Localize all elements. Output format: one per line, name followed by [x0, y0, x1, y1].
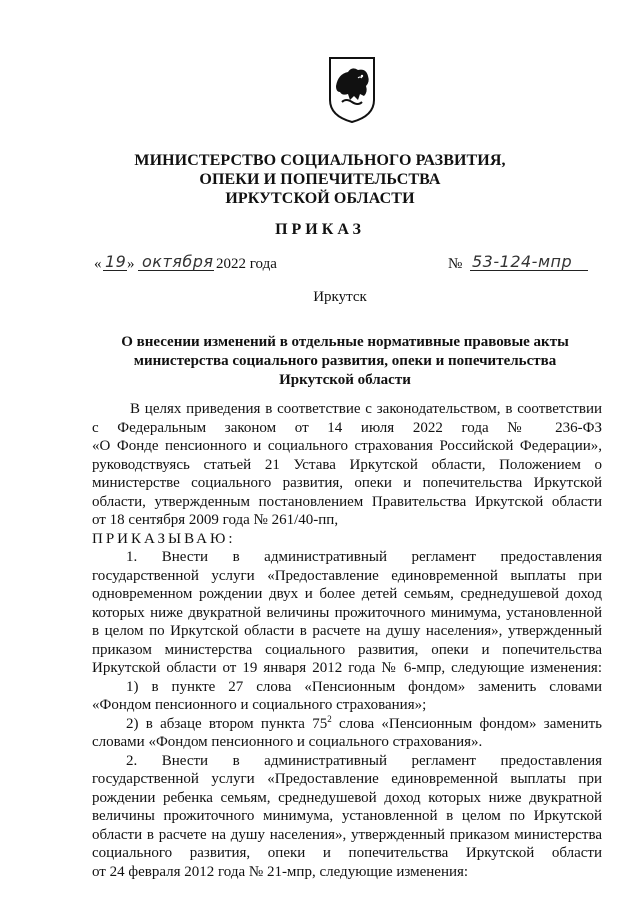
item1-line: 1. Внести в административный регламент предоставления: [126, 549, 602, 565]
item1-line: одновременном рождении двух и более детей семьям, среднедушевой доход: [92, 586, 602, 602]
order-number-handwritten: 53-124-мпр: [472, 252, 573, 271]
document-body: [92, 400, 602, 881]
item1-line: которых ниже двукратной величины прожиточного минимума, установленной: [92, 604, 602, 621]
item2-line: государственной услуги «Предоставление единовременной выплаты при: [92, 771, 602, 787]
item1-sub2-line: словами «Фондом пенсионного и социального страхования».: [92, 734, 483, 750]
item2-line: рождении ребенка семьям, среднедушевой доход которых ниже двукратной: [92, 789, 602, 806]
item1-sub1-line: 1) в пункте 27 слова «Пенсионным фондом» заменить словами: [126, 678, 602, 695]
item2-line: 2. Внести в административный регламент предоставления: [126, 752, 602, 769]
intro-line: руководствуясь статьей 21 Устава Иркутской области, Положением о: [92, 456, 602, 473]
date-day-handwritten: 19: [105, 252, 127, 271]
item1-sub2-line: 2) в абзаце втором пункта $75^2$ слова «Пенсионным фондом» заменить: [126, 713, 602, 732]
intro-line: с Федеральным законом от 14 июля 2022 года № 236-ФЗ: [92, 419, 602, 436]
intro-line: от 18 сентября 2009 года № 261/40-пп,: [92, 512, 339, 528]
number-prefix: №: [448, 256, 463, 272]
ministry-name: МИНИСТЕРСТВО СОЦИАЛЬНОГО РАЗВИТИЯ, ОПЕКИ И ПОПЕЧИТЕЛЬСТВА ИРКУТСКОЙ ОБЛАСТИ: [134, 152, 506, 207]
item1-line: приказом министерства социального развития, опеки и попечительства: [92, 641, 602, 658]
coat-of-arms-emblem: [328, 56, 376, 124]
date-close-quote: »: [127, 256, 135, 272]
intro-line: «О Фонде пенсионного и социального страхования Российской Федерации»,: [92, 438, 602, 454]
item2-line: социального развития, опеки и попечительства Иркутской области: [92, 845, 602, 861]
date-month-handwritten: октября: [142, 252, 214, 271]
date-year: 2022 года: [216, 256, 277, 272]
intro-line: министерстве социального развития, опеки и попечительства Иркутской: [92, 475, 602, 491]
document-type: ПРИКАЗ: [275, 221, 365, 238]
item2-line: величины прожиточного минимума, установленной в целом по Иркутской: [92, 808, 602, 824]
intro-line: В целях приведения в соответствие с законодательством, в соответствии: [130, 401, 602, 417]
document-title: О внесении изменений в отдельные нормативные правовые акты министерства социального развития, опеки и попечительства Иркутской области: [121, 334, 569, 388]
item1-line: в целом по Иркутской области в расчете на душу населения», утвержденный: [92, 623, 602, 639]
item2-line: от 24 февраля 2012 года № 21-мпр, следующие изменения:: [92, 863, 469, 880]
order-word: ПРИКАЗЫВАЮ:: [92, 530, 236, 547]
item1-line: государственной услуги «Предоставление единовременной выплаты при: [92, 567, 602, 584]
date-open-quote: «: [94, 256, 102, 272]
item1-line: Иркутской области от 19 января 2012 года № 6-мпр, следующие изменения:: [92, 660, 602, 676]
date-number-line: [94, 252, 594, 278]
intro-line: области, утвержденным постановлением Правительства Иркутской области: [92, 493, 602, 510]
item1-sub1-line: «Фондом пенсионного и социального страхования»;: [92, 697, 427, 713]
item2-line: области в расчете на душу населения», утвержденный приказом министерства: [92, 826, 602, 843]
city: Иркутск: [313, 289, 367, 305]
